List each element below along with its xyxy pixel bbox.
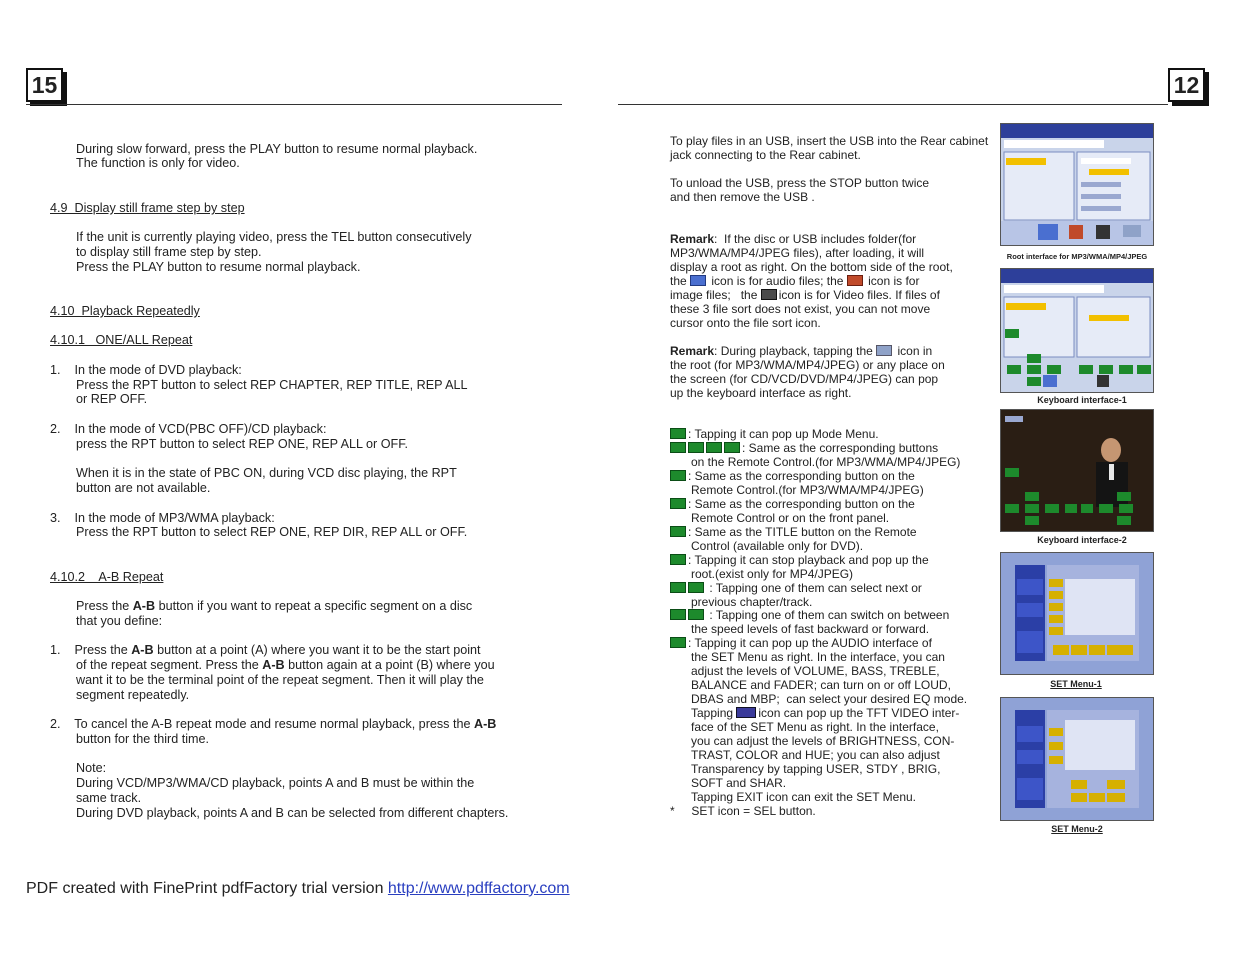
text-line: Press the RPT button to select REP CHAPTER, REP TITLE, REP ALL	[76, 378, 468, 392]
text-line: Tapping icon can pop up the TFT VIDEO inter-	[691, 706, 960, 720]
text-line: root.(exist only for MP4/JPEG)	[691, 567, 854, 581]
text-line: cursor onto the file sort icon.	[670, 316, 821, 330]
caption-set-menu-2: SET Menu-2	[1051, 824, 1103, 834]
text-line: SOFT and SHAR.	[691, 776, 787, 790]
text-line: * SET icon = SEL button.	[670, 804, 816, 818]
previous-icon	[670, 582, 686, 593]
text-line: When it is in the state of PBC ON, during VCD disc playing, the RPT	[76, 466, 457, 480]
text-line: Remote Control.(for MP3/WMA/MP4/JPEG)	[691, 483, 924, 497]
tft-video-icon	[736, 707, 756, 718]
text-line: the screen (for CD/VCD/DVD/MP4/JPEG) can pop	[670, 372, 939, 386]
caption-keyboard-interface-2: Keyboard interface-2	[1037, 535, 1127, 545]
section-heading-4-10-1: 4.10.1 ONE/ALL Repeat	[50, 333, 193, 347]
text-line: The function is only for video.	[76, 156, 240, 170]
left-arrow-icon	[706, 442, 722, 453]
legend-play-pause: : Same as the corresponding button on the	[670, 497, 915, 511]
legend-mode-menu: : Tapping it can pop up Mode Menu.	[670, 427, 879, 441]
text-line: Note:	[76, 761, 107, 775]
text-line: button for the third time.	[76, 732, 210, 746]
audio-files-icon	[690, 275, 706, 286]
text-line: 2. To cancel the A-B repeat mode and resume normal playback, press the A-B	[50, 717, 497, 731]
set-icon	[670, 637, 686, 648]
text-line: 1. In the mode of DVD playback:	[50, 363, 242, 377]
header-rule-right	[618, 104, 1168, 105]
page-number-left: 15	[26, 68, 63, 102]
mode-icon	[670, 428, 686, 439]
text-line: the SET Menu as right. In the interface, you can	[691, 650, 945, 664]
legend-stop: : Tapping it can stop playback and pop up the	[670, 553, 929, 567]
right-arrow-icon	[724, 442, 740, 453]
legend-rewind-forward: : Tapping one of them can switch on between	[670, 608, 949, 622]
pdf-footer	[26, 880, 570, 898]
text-line: of the repeat segment. Press the A-B button again at a point (B) where you	[76, 658, 495, 672]
root-interface-image	[1001, 124, 1153, 245]
down-arrow-icon	[688, 442, 704, 453]
legend-arrows: : Same as the corresponding buttons	[670, 441, 938, 455]
text-line: or REP OFF.	[76, 392, 148, 406]
text-line: the root (for MP3/WMA/MP4/JPEG) or any place on	[670, 358, 945, 372]
text-line: adjust the levels of VOLUME, BASS, TREBLE,	[691, 664, 940, 678]
set-menu-2-screenshot	[1000, 697, 1154, 821]
text-line: Control (available only for DVD).	[691, 539, 864, 553]
text-line: To unload the USB, press the STOP button twice	[670, 176, 930, 190]
text-line: to display still frame step by step.	[76, 245, 262, 259]
text-line: Press the A-B button if you want to repeat a specific segment on a disc	[76, 599, 473, 613]
text-line: same track.	[76, 791, 142, 805]
text-line: jack connecting to the Rear cabinet.	[670, 148, 861, 162]
next-icon	[688, 582, 704, 593]
text-line: Tapping EXIT icon can exit the SET Menu.	[691, 790, 917, 804]
text-line: that you define:	[76, 614, 163, 628]
text-line: Press the PLAY button to resume normal playback.	[76, 260, 361, 274]
text-line: 2. In the mode of VCD(PBC OFF)/CD playback:	[50, 422, 327, 436]
pdffactory-link[interactable]: http://www.pdffactory.com	[387, 880, 570, 897]
text-line: previous chapter/track.	[691, 595, 813, 609]
set-menu-1-screenshot	[1000, 552, 1154, 675]
set-menu-1-image	[1001, 553, 1153, 674]
text-line: face of the SET Menu as right. In the interface,	[691, 720, 939, 734]
section-heading-4-10: 4.10 Playback Repeatedly	[50, 304, 200, 318]
text-line: 1. Press the A-B button at a point (A) where you want it to be the start point	[50, 643, 481, 657]
text-line: these 3 file sort does not exist, you can not move	[670, 302, 931, 316]
caption-root-interface: Root interface for MP3/WMA/MP4/JPEG	[1006, 252, 1148, 261]
footer-text: PDF created with FinePrint pdfFactory trial version	[26, 880, 388, 897]
keyboard-interface-1-screenshot	[1000, 268, 1154, 393]
keyboard-interface-2-screenshot	[1000, 409, 1154, 532]
section-heading-4-9: 4.9 Display still frame step by step	[50, 201, 245, 215]
text-line: you can adjust the levels of BRIGHTNESS, CON-	[691, 734, 955, 748]
video-files-icon	[761, 289, 777, 300]
text-line: display a root as right. On the bottom side of the root,	[670, 260, 953, 274]
legend-menu: : Same as the TITLE button on the Remote	[670, 525, 917, 539]
fast-forward-icon	[688, 609, 704, 620]
text-line: During DVD playback, points A and B can be selected from different chapters.	[76, 806, 509, 820]
up-arrow-icon	[670, 442, 686, 453]
caption-keyboard-interface-1: Keyboard interface-1	[1037, 395, 1127, 405]
text-line: If the unit is currently playing video, press the TEL button consecutively	[76, 230, 472, 244]
text-line: DBAS and MBP; can select your desired EQ mode.	[691, 692, 968, 706]
image-files-icon	[847, 275, 863, 286]
legend-prev-next: : Tapping one of them can select next or	[670, 581, 922, 595]
text-line: MP3/WMA/MP4/JPEG files), after loading, it will	[670, 246, 925, 260]
legend-set: : Tapping it can pop up the AUDIO interface of	[670, 636, 932, 650]
text-line: image files; the icon is for Video files. If files of	[670, 288, 940, 302]
text-line: 3. In the mode of MP3/WMA playback:	[50, 511, 275, 525]
ok-icon	[670, 470, 686, 481]
text-line: During VCD/MP3/WMA/CD playback, points A and B must be within the	[76, 776, 475, 790]
text-line: button are not available.	[76, 481, 211, 495]
page-number-right: 12	[1168, 68, 1205, 102]
text-line: During slow forward, press the PLAY button to resume normal playback.	[76, 142, 478, 156]
text-line: and then remove the USB .	[670, 190, 815, 204]
root-interface-screenshot	[1000, 123, 1154, 246]
legend-ok: : Same as the corresponding button on the	[670, 469, 915, 483]
caption-set-menu-1: SET Menu-1	[1050, 679, 1102, 689]
keyboard-interface-1-image	[1001, 269, 1153, 392]
text-line: the speed levels of fast backward or forward.	[691, 622, 930, 636]
text-line: segment repeatedly.	[76, 688, 190, 702]
text-line: To play files in an USB, insert the USB into the Rear cabinet	[670, 134, 989, 148]
rewind-icon	[670, 609, 686, 620]
stop-icon	[670, 554, 686, 565]
text-line: TRAST, COLOR and HUE; you can also adjust	[691, 748, 940, 762]
text-line: up the keyboard interface as right.	[670, 386, 852, 400]
keyboard-interface-2-image	[1001, 410, 1153, 531]
text-line: press the RPT button to select REP ONE, REP ALL or OFF.	[76, 437, 409, 451]
text-line: the icon is for audio files; the icon is for	[670, 274, 920, 288]
menu-icon	[670, 526, 686, 537]
set-menu-2-image	[1001, 698, 1153, 820]
text-line: Transparency by tapping USER, STDY , BRIG,	[691, 762, 941, 776]
text-line: Remark: During playback, tapping the icon in	[670, 344, 933, 358]
text-line: Remark: If the disc or USB includes folder(for	[670, 232, 917, 246]
header-rule-left	[26, 104, 562, 105]
play-pause-icon	[670, 498, 686, 509]
section-heading-4-10-2: 4.10.2 A-B Repeat	[50, 570, 164, 584]
text-line: Remote Control or on the front panel.	[691, 511, 890, 525]
text-line: Press the RPT button to select REP ONE, REP DIR, REP ALL or OFF.	[76, 525, 468, 539]
text-line: want it to be the terminal point of the repeat segment. Then it will play the	[76, 673, 484, 687]
keyboard-icon	[876, 345, 892, 356]
text-line: BALANCE and FADER; can turn on or off LOUD,	[691, 678, 951, 692]
text-line: on the Remote Control.(for MP3/WMA/MP4/JPEG)	[691, 455, 961, 469]
